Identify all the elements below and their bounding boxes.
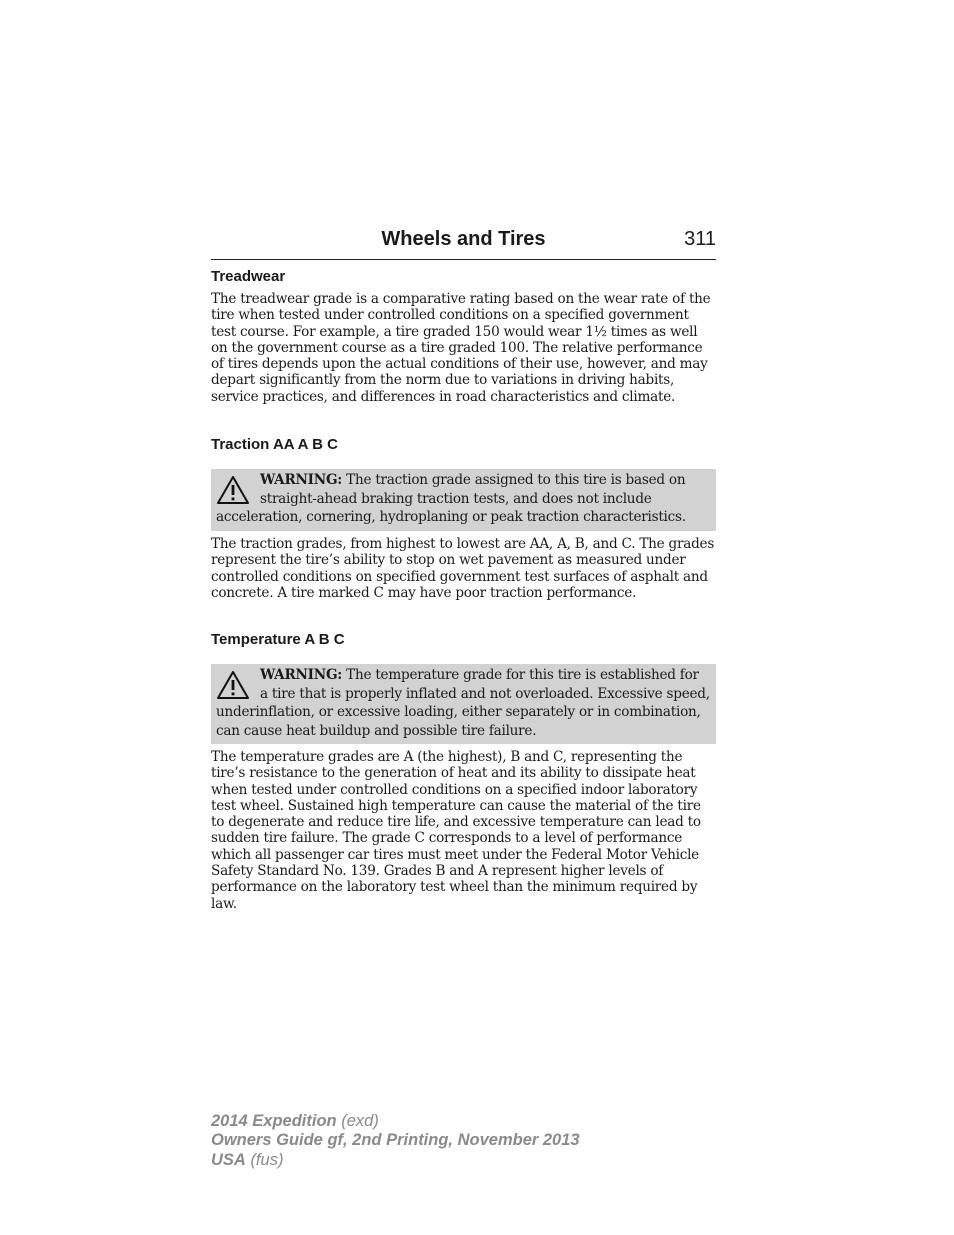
paragraph-temperature: The temperature grades are A (the highest), B and C, representing the tire’s resistance to the generation of heat and its ability to dissipate heat when tested under controlled conditions on a specified indoor laboratory test wheel. Sustained high temperature can cause the material of the tire to degenerate and reduce tire life, and excessive temperature can lead to sudden tire failure. The grade C corresponds to a level of performance which all passenger car tires must meet under the Federal Motor Vehicle Safety Standard No. 139. Grades B and A represent higher levels of performance on the laboratory test wheel than the minimum required by law. [211, 749, 701, 912]
footer-model: 2014 Expedition [211, 1112, 337, 1130]
warning-text: The traction grade assigned to this tire is based on straight-ahead braking traction tests, and does not include acceleration, cornering, hydroplaning or peak traction characteristics. [216, 472, 686, 526]
warning-triangle-icon [216, 670, 250, 700]
warning-triangle-icon [216, 475, 250, 505]
heading-treadwear: Treadwear [211, 268, 286, 285]
footer [211, 1112, 580, 1170]
page-header [211, 228, 716, 260]
warning-label: WARNING: [260, 667, 343, 683]
heading-temperature: Temperature A B C [211, 631, 345, 648]
warning-label: WARNING: [260, 472, 343, 488]
warning-box-temperature [211, 664, 716, 744]
warning-box-traction [211, 469, 716, 531]
footer-market: USA [211, 1150, 246, 1169]
paragraph-treadwear: The treadwear grade is a comparative rating based on the wear rate of the tire when tested under controlled conditions on a specified government test course. For example, a tire graded 150 would wear 1½ times as well on the government course as a tire graded 100. The relative performance of tires depends upon the actual conditions of their use, however, and may depart significantly from the norm due to variations in driving habits, service practices, and differences in road characteristics and climate. [211, 291, 711, 405]
footer-model-code: (exd) [341, 1112, 379, 1130]
footer-model-line [211, 1112, 580, 1131]
footer-guide-line [211, 1131, 580, 1150]
page-title: Wheels and Tires [381, 228, 546, 250]
footer-market-line [211, 1151, 580, 1170]
heading-traction: Traction AA A B C [211, 436, 338, 453]
footer-guide: Owners Guide gf, 2nd Printing, November 2013 [211, 1131, 580, 1150]
warning-text: The temperature grade for this tire is established for a tire that is properly inflated and not overloaded. Excessive speed, underinflation, or excessive loading, either separately or in combination, can cause heat buildup and possible tire failure. [216, 667, 710, 740]
paragraph-traction: The traction grades, from highest to lowest are AA, A, B, and C. The grades represent the tire’s ability to stop on wet pavement as measured under controlled conditions on specified government test surfaces of asphalt and concrete. A tire marked C may have poor traction performance. [211, 536, 715, 601]
page-number: 311 [684, 228, 716, 250]
footer-market-code: (fus) [250, 1150, 284, 1169]
